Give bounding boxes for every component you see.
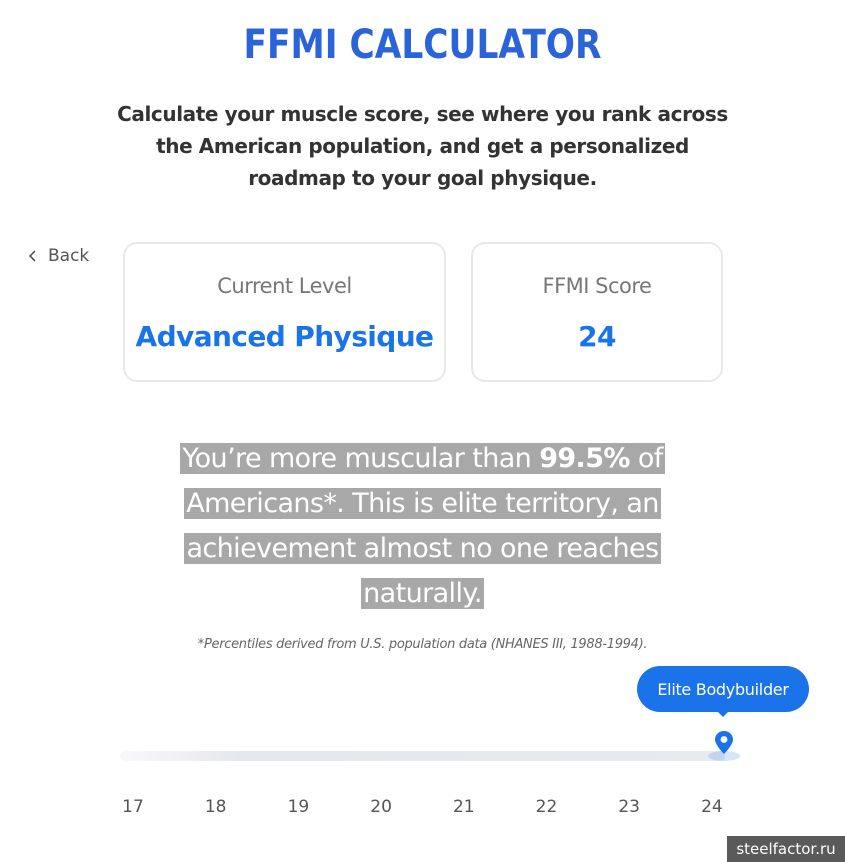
ffmi-score-label: FFMI Score: [542, 274, 652, 298]
ffmi-scale-track: [120, 751, 725, 761]
result-statement: [140, 436, 705, 616]
chevron-left-icon: [28, 249, 38, 263]
watermark: steelfactor.ru: [727, 836, 845, 862]
map-pin-icon: [713, 730, 735, 760]
ffmi-score-card: [471, 242, 723, 382]
scale-tick: 20: [370, 797, 392, 817]
current-level-card: [123, 242, 446, 382]
result-percent: 99.5%: [539, 443, 630, 474]
scale-tick: 18: [204, 797, 227, 817]
marker-tooltip: Elite Bodybuilder: [637, 666, 809, 712]
tooltip-tail: [716, 710, 730, 717]
result-suffix: of Americans*. This is elite territory, an achievement almost no one reaches naturally.: [186, 443, 663, 609]
scale-tick: 22: [535, 797, 558, 817]
scale-tick: 19: [287, 797, 310, 817]
result-prefix: You’re more muscular than: [182, 443, 540, 474]
scale-tick: 21: [452, 797, 475, 817]
page-title: FFMI CALCULATOR: [243, 22, 602, 68]
scale-tick: 24: [701, 797, 723, 817]
current-level-value: Advanced Physique: [135, 320, 434, 353]
page-subtitle: Calculate your muscle score, see where you rank across the American population, and get a personalized roadmap to your goal physique.: [117, 102, 728, 190]
scale-tick: 23: [618, 797, 640, 817]
back-label: Back: [48, 246, 90, 266]
footnote: *Percentiles derived from U.S. population data (NHANES III, 1988-1994).: [197, 637, 648, 652]
back-button[interactable]: [28, 245, 89, 267]
current-level-label: Current Level: [217, 274, 352, 298]
scale-tick: 17: [122, 797, 144, 817]
ffmi-score-value: 24: [578, 320, 616, 353]
